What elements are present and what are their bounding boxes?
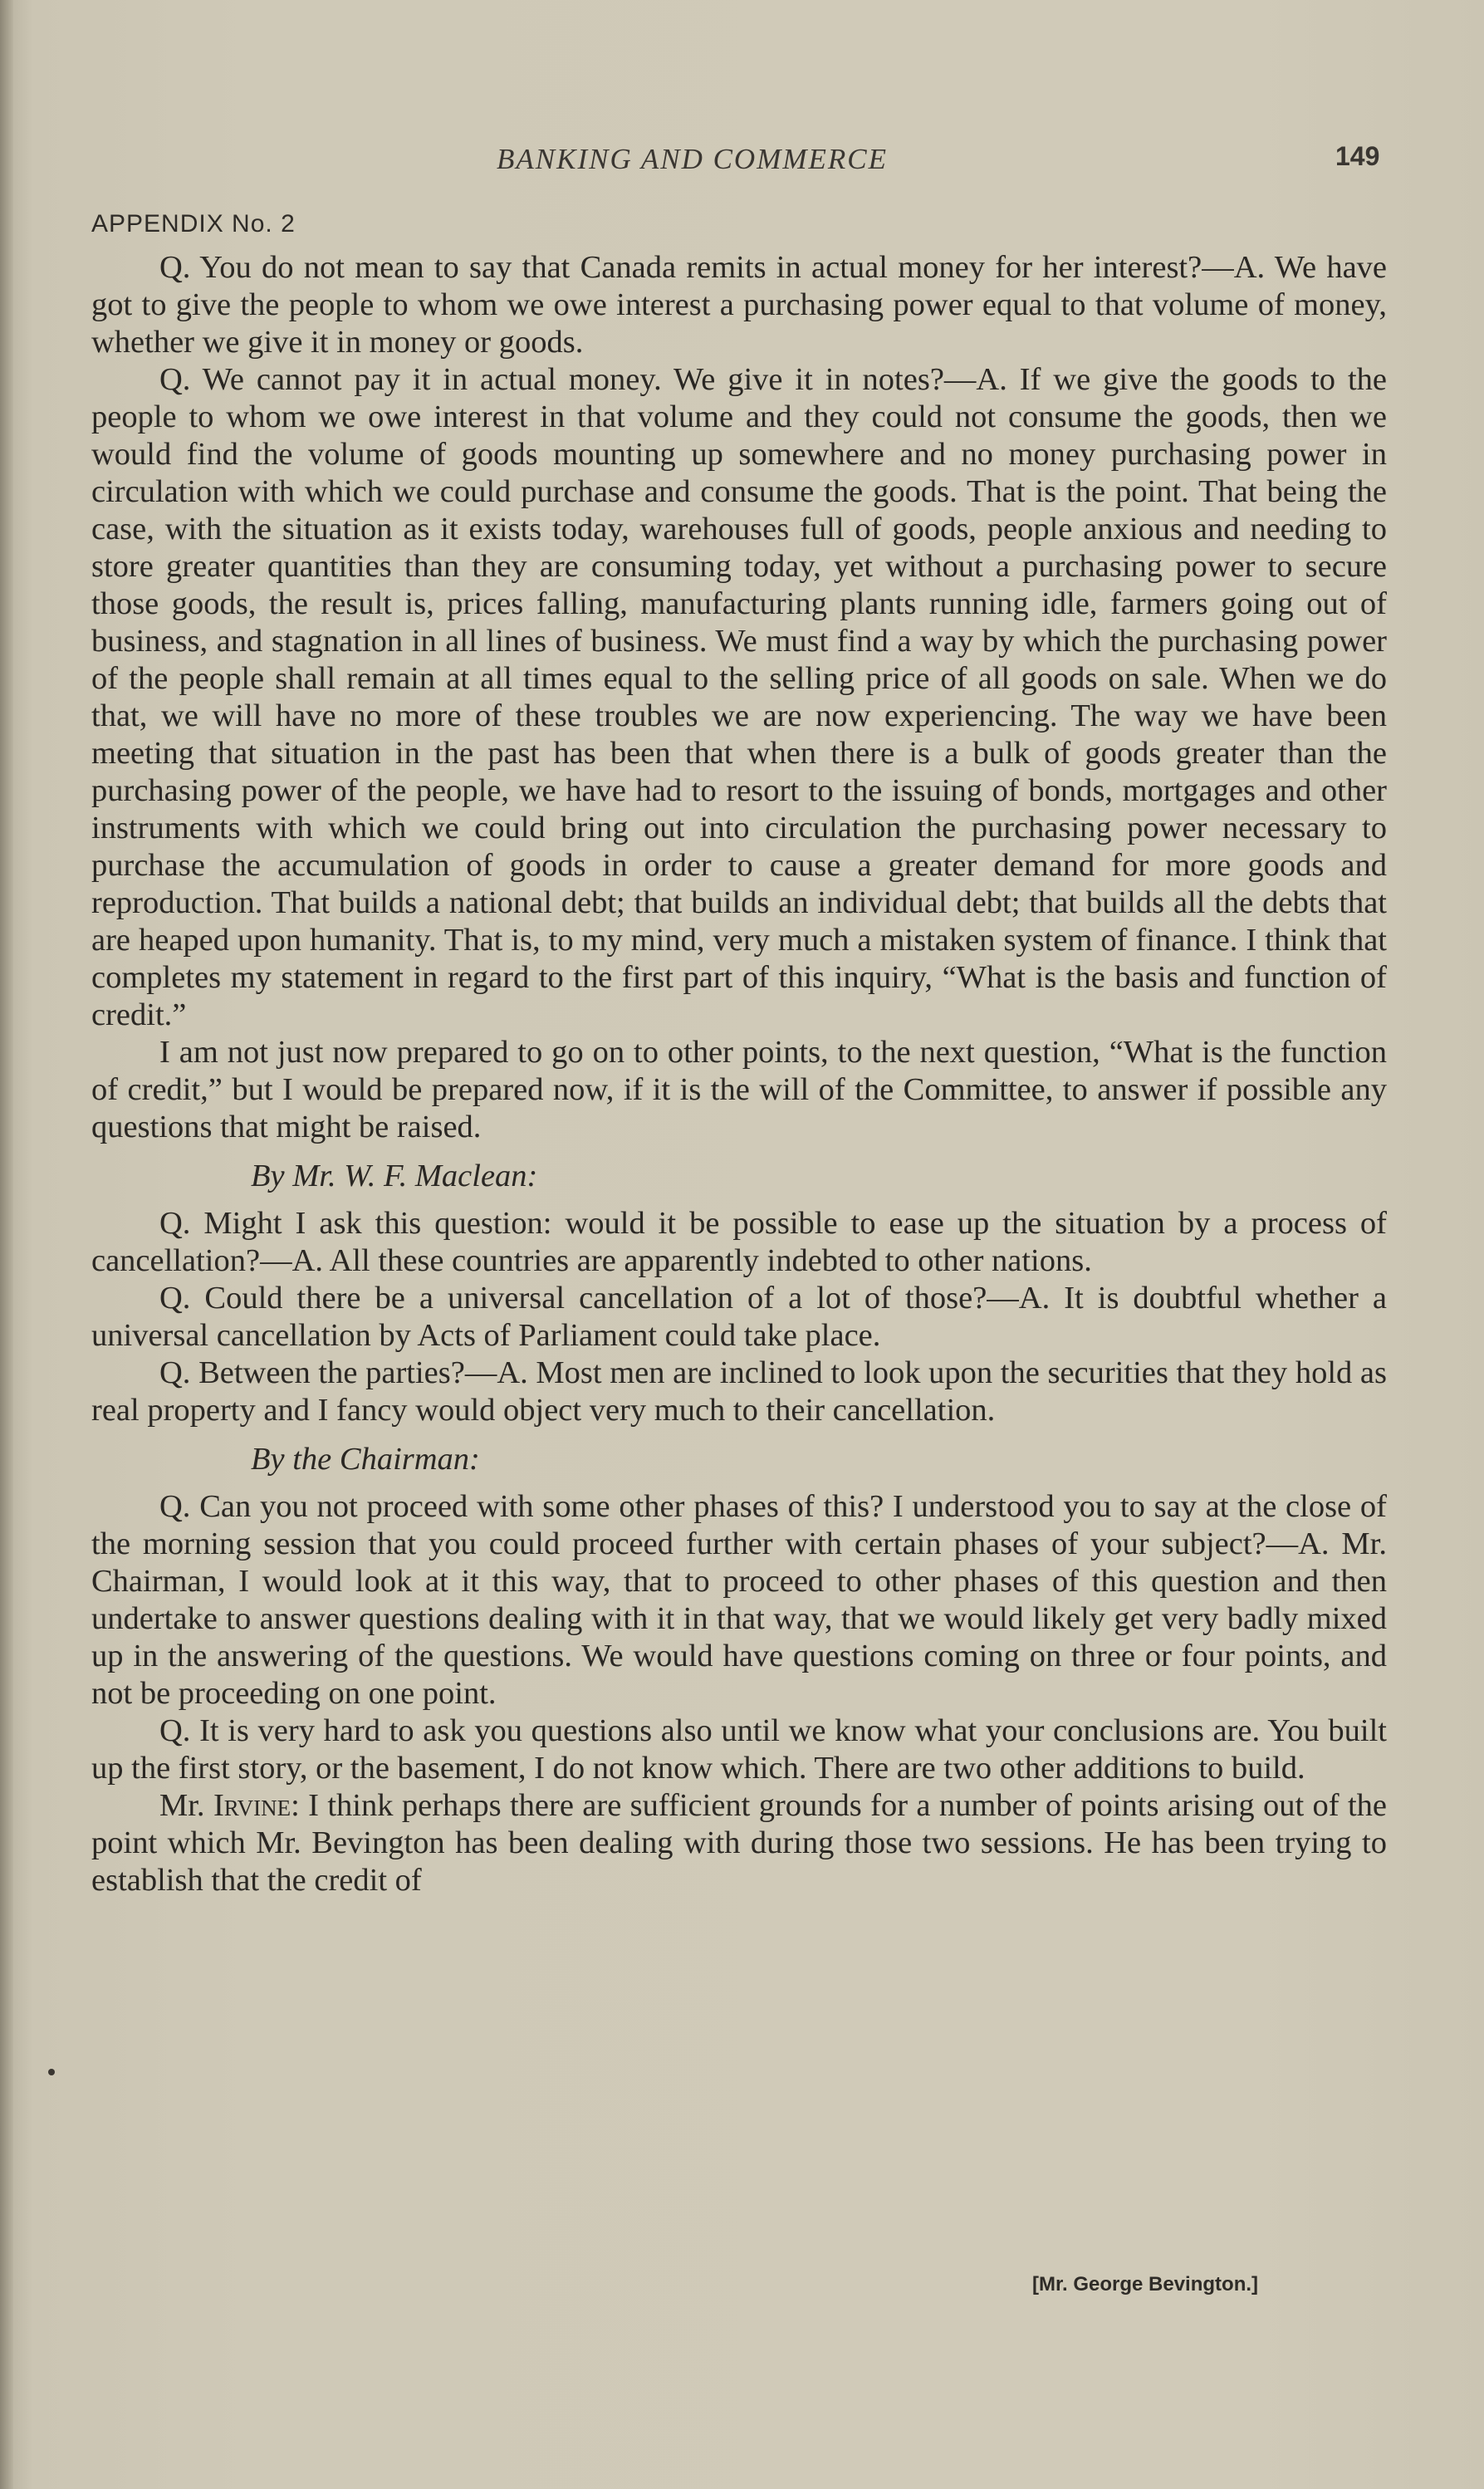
margin-mark: [48, 2069, 55, 2075]
speaker-name: Irvine: [213, 1788, 291, 1823]
page-number: 149: [1335, 141, 1380, 171]
paragraph: I am not just now prepared to go on to other points, to the next question, “What is the function of credit,” but I would be prepared now, if it is the will of the Committee, to answer if possible any questions that might be raised.: [91, 1035, 1387, 1144]
speaker-heading: By Mr. W. F. Maclean:: [251, 1159, 538, 1193]
paragraph: Q. You do not mean to say that Canada remits in actual money for her interest?—A. We have got to give the people to whom we owe interest a purchasing power equal to that volume of money, whether we give it in money or goods.: [91, 250, 1387, 360]
paragraph: Q. Can you not proceed with some other phases of this? I understood you to say at the close of the morning session that you could proceed further with certain phases of your subject?—A. Mr. Chairman, I would look at it this way, that to proceed to other phases of this question and then undertake to answer questions dealing with it in that way, that we would likely get very badly mixed up in the answering of the questions. We would have questions coming on three or four points, and not be proceeding on one point.: [91, 1489, 1387, 1711]
book-spine-shadow: [0, 0, 13, 2489]
speaker-title: Mr.: [159, 1788, 213, 1823]
running-head: BANKING AND COMMERCE: [497, 143, 889, 175]
paragraph-text: : I think perhaps there are sufficient grounds for a number of points arising out of the point which Mr. Bevington has been dealing with during those two sessions. He has been trying to establish that the credit of: [91, 1788, 1387, 1898]
speaker-heading: By the Chairman:: [251, 1442, 480, 1477]
witness-credit: [Mr. George Bevington.]: [1032, 2273, 1259, 2295]
paragraph: Q. We cannot pay it in actual money. We give it in notes?—A. If we give the goods to the people to whom we owe interest in that volume and they could not consume the goods, then we would find the volume of goods mounting up somewhere and no money purchasing power in circulation with which we could purchase and consume the goods. That is the point. That being the case, with the situation as it exists today, warehouses full of goods, people anxious and needing to store greater quantities than they are consuming today, yet without a purchasing power to secure those goods, the result is, prices falling, manufacturing plants running idle, farmers going out of business, and stagnation in all lines of business. We must find a way by which the purchasing power of the people shall remain at all times equal to the selling price of all goods on sale. When we do that, we will have no more of these troubles we are now experiencing. The way we have been meeting that situation in the past has been that when there is a bulk of goods greater than the purchasing power of the people, we have had to resort to the issuing of bonds, mortgages and other instruments with which we could bring out into circulation the purchasing power necessary to purchase the accumulation of goods in order to cause a greater demand for more goods and reproduction. That builds a national debt; that builds an individual debt; that builds all the debts that are heaped upon humanity. That is, to my mind, very much a mistaken system of finance. I think that completes my statement in regard to the first part of this inquiry, “What is the basis and function of credit.”: [91, 362, 1387, 1032]
paragraph: Q. Between the parties?—A. Most men are inclined to look upon the securities that they hold as real property and I fancy would object very much to their cancellation.: [91, 1355, 1387, 1428]
paragraph: [91, 1787, 1387, 1899]
paragraph: Q. Might I ask this question: would it be possible to ease up the situation by a process of cancellation?—A. All these countries are apparently indebted to other nations.: [91, 1206, 1387, 1278]
paragraph: Q. Could there be a universal cancellation of a lot of those?—A. It is doubtful whether a universal cancellation by Acts of Parliament could take place.: [91, 1281, 1387, 1353]
section-label: APPENDIX No. 2: [91, 210, 296, 238]
body-text: [91, 249, 1387, 1899]
paragraph: Q. It is very hard to ask you questions also until we know what your conclusions are. You built up the first story, or the basement, I do not know which. There are two other additions to build.: [91, 1713, 1387, 1786]
